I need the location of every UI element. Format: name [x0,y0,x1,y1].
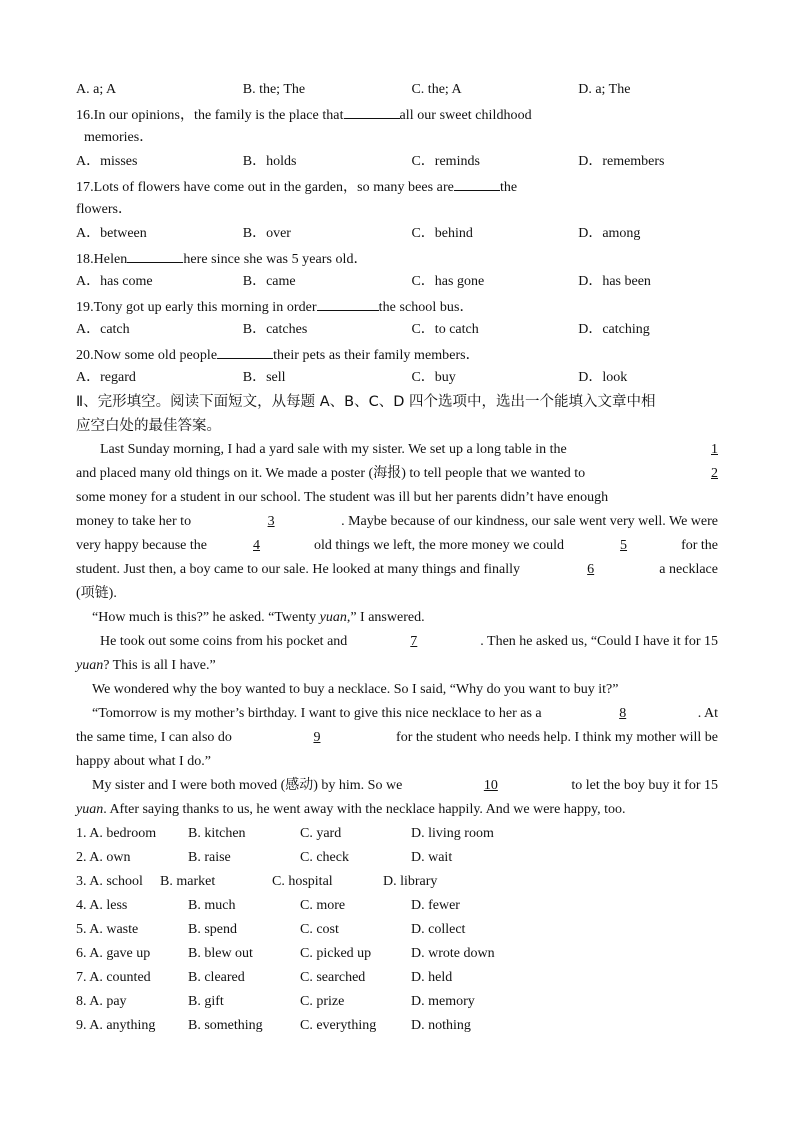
question-text: 20.Now some old people [76,348,218,363]
option-d: D. wrote down [411,946,495,961]
option-b: B. cleared [188,970,245,985]
option-c: C．behind [411,226,473,241]
option-c: C．to catch [411,322,479,337]
passage-text: money to take her to [76,514,192,529]
option-b: B．holds [242,154,297,169]
passage-line [76,462,718,486]
passage-line [76,654,718,678]
cloze-option-row [76,894,718,918]
option-b: B．catches [242,322,308,337]
blank-7: 7 [410,634,418,649]
section-heading: Ⅱ、完形填空。阅读下面短文，从每题 A、B、C、D 四个选项中，选出一个能填入文章中相 [76,394,656,410]
passage-line [100,438,718,462]
blank-3: 3 [267,514,275,529]
q16-options [76,150,718,174]
option-c: C. yard [300,826,342,841]
blank-9: 9 [313,730,321,745]
question-16-line2: memories． [84,130,154,145]
option-d: D. living room [411,826,494,841]
option-a: A. a; A [76,82,117,97]
question-text: all our sweet childhood [399,108,532,123]
passage-text: the same time, I can also do [76,730,232,745]
section-heading-line2: 应空白处的最佳答案。 [76,418,221,434]
cloze-option-row [76,966,718,990]
question-18 [76,246,718,270]
passage-line [76,726,718,750]
question-text: the [499,180,518,195]
blank-1: 1 [711,442,718,457]
passage-line [76,558,718,582]
passage-line: We wondered why the boy wanted to buy a necklace. So I said, “Why do you want to buy it?” [92,682,619,697]
passage-text: . Maybe because of our kindness, our sale went very well. We were [341,514,718,529]
option-a: 1. A. bedroom [76,826,157,841]
passage-text: “Tomorrow is my mother’s birthday. I want to give this nice necklace to her as a [92,706,542,721]
passage-text: He took out some coins from his pocket and [100,634,348,649]
passage-text: student. Just then, a boy came to our sale. He looked at many things and finally [76,562,521,577]
option-a: A．catch [76,322,130,337]
option-c: C. the; A [411,82,462,97]
answer-blank [217,342,273,359]
passage-text: for the [681,538,718,553]
passage-line [92,702,718,726]
option-b: B. gift [188,994,224,1009]
option-c: C．has gone [411,274,485,289]
question-20 [76,342,718,366]
currency-word: yuan [319,610,347,625]
option-a: 3. A. school [76,874,143,889]
passage-line: happy about what I do.” [76,754,211,769]
option-b: B. kitchen [188,826,246,841]
option-d: D. a; The [578,82,631,97]
option-b: B．came [242,274,296,289]
passage-text: for the student who needs help. I think my mother will be [396,730,718,745]
option-a: A．between [76,226,147,241]
passage-text: ? This is all I have.” [103,658,216,673]
option-c: C. check [300,850,349,865]
option-d: D. nothing [411,1018,471,1033]
passage-line [100,630,718,654]
q18-options [76,270,718,294]
passage-text: . At [697,706,718,721]
option-a: 6. A. gave up [76,946,151,961]
passage-text: very happy because the [76,538,207,553]
option-b: B. market [160,874,216,889]
option-c: C. hospital [272,874,333,889]
option-d: D. collect [411,922,466,937]
blank-4: 4 [253,538,261,553]
option-d: D. held [411,970,453,985]
question-16 [76,102,718,126]
currency-word: yuan [76,802,104,817]
q19-options [76,318,718,342]
passage-line [92,606,718,630]
option-d: D．remembers [578,154,665,169]
option-a: 9. A. anything [76,1018,156,1033]
question-17-line2: flowers． [76,202,132,217]
answer-blank [454,174,500,191]
option-c: C．buy [411,370,456,385]
question-text: 16.In our opinions，the family is the place that [76,108,344,123]
q15-options [76,78,718,102]
passage-text: old things we left, the more money we could [314,538,565,553]
blank-10: 10 [483,778,498,793]
option-a: 2. A. own [76,850,131,865]
question-19 [76,294,718,318]
option-c: C. picked up [300,946,372,961]
option-a: A．misses [76,154,138,169]
answer-blank [344,102,400,119]
passage-line: (项链). [76,586,117,601]
option-d: D. memory [411,994,475,1009]
question-text: here since she was 5 years old． [183,252,368,267]
option-d: D. library [383,874,438,889]
answer-blank [127,246,183,263]
passage-text: a necklace [659,562,718,577]
option-a: 5. A. waste [76,922,139,937]
passage-text: ,” I answered. [346,610,425,625]
option-b: B. much [188,898,236,913]
question-text: the school bus． [378,300,474,315]
option-b: B．sell [242,370,286,385]
question-text: 17.Lots of flowers have come out in the garden，so many bees are [76,180,454,195]
option-d: D．among [578,226,641,241]
option-b: B. something [188,1018,263,1033]
passage-text: . After saying thanks to us, he went away with the necklace happily. And we were happy, too. [103,802,626,817]
option-a: A．has come [76,274,153,289]
passage-text: . Then he asked us, “Could I have it for 15 [480,634,718,649]
option-d: D. wait [411,850,453,865]
passage-text: Last Sunday morning, I had a yard sale with my sister. We set up a long table in the [100,442,567,457]
option-b: B. blew out [188,946,253,961]
option-c: C. searched [300,970,366,985]
currency-word: yuan [76,658,104,673]
blank-6: 6 [587,562,595,577]
question-text: 19.Tony got up early this morning in order [76,300,317,315]
answer-blank [317,294,379,311]
passage-line [76,798,718,822]
option-d: D．catching [578,322,650,337]
passage-text: My sister and I were both moved (感动) by him. So we [92,778,403,793]
cloze-option-row [76,1014,718,1038]
option-c: C．reminds [411,154,480,169]
option-d: D. fewer [411,898,460,913]
option-b: B．over [242,226,291,241]
option-a: A．regard [76,370,136,385]
cloze-option-row [76,822,718,846]
option-a: 8. A. pay [76,994,127,1009]
option-c: C. cost [300,922,339,937]
passage-line: some money for a student in our school. The student was ill but her parents didn’t have enough [76,490,609,505]
passage-line [76,510,718,534]
cloze-option-row [76,870,718,894]
option-a: 7. A. counted [76,970,151,985]
option-d: D．look [578,370,628,385]
option-b: B. the; The [242,82,306,97]
cloze-option-row [76,846,718,870]
passage-text: to let the boy buy it for 15 [571,778,718,793]
option-d: D．has been [578,274,651,289]
passage-text: “How much is this?” he asked. “Twenty [92,610,320,625]
option-c: C. prize [300,994,345,1009]
option-b: B. raise [188,850,231,865]
option-c: C. everything [300,1018,377,1033]
cloze-option-row [76,942,718,966]
question-text: 18.Helen [76,252,128,267]
option-a: 4. A. less [76,898,128,913]
q20-options [76,366,718,390]
passage-line [92,774,718,798]
question-text: their pets as their family members． [273,348,480,363]
option-b: B. spend [188,922,237,937]
cloze-option-row [76,918,718,942]
q17-options [76,222,718,246]
blank-8: 8 [619,706,627,721]
cloze-option-row [76,990,718,1014]
option-c: C. more [300,898,346,913]
blank-5: 5 [620,538,628,553]
passage-text: and placed many old things on it. We made a poster (海报) to tell people that we wanted to [76,466,586,481]
question-17 [76,174,718,198]
passage-line [76,534,718,558]
blank-2: 2 [711,466,718,481]
